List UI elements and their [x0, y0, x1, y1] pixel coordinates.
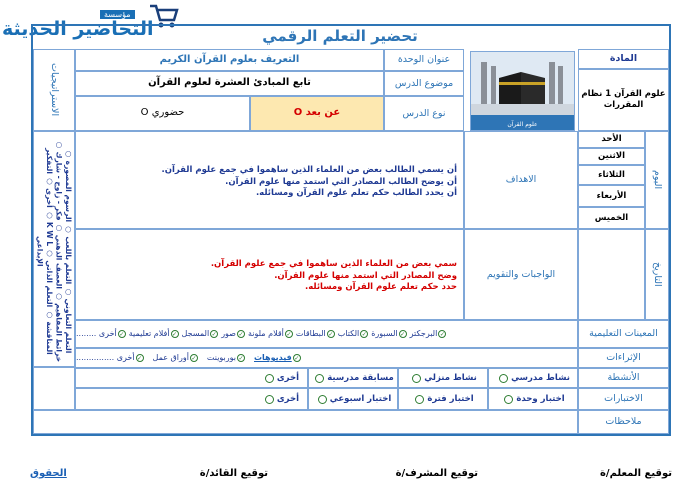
goal-item: أن يحدد الطالب حكم تعلم علوم القرآن ومسائله. — [255, 188, 457, 199]
check-icon: ✓ — [294, 354, 300, 362]
radio-icon — [315, 374, 324, 383]
goals-label: الاهداف — [464, 131, 578, 229]
check-icon: ✓ — [211, 330, 217, 338]
material-projector[interactable]: ✓البرجكتر — [409, 329, 445, 338]
day-label: اليوم — [645, 131, 669, 229]
material-other[interactable]: ✓أخرى ........ — [76, 329, 125, 338]
check-icon: ✓ — [238, 354, 244, 362]
image-caption: علوم القرآن — [507, 121, 538, 128]
activities-label: الأنشطة — [578, 368, 669, 388]
radio-icon — [504, 395, 513, 404]
subject-label: المادة — [578, 49, 669, 69]
unit-label: عنوان الوحدة — [384, 49, 464, 71]
goal-item: أن يوضح الطالب المصادر التي استمد منها علوم القرآن. — [225, 176, 457, 187]
check-icon: ✓ — [400, 330, 406, 338]
material-book[interactable]: ✓الكتاب — [337, 329, 367, 338]
homework-item: سمي بعض من العلماء الذين ساهموا في جمع علوم القرآن. — [210, 259, 457, 269]
inperson-label: حضوري — [151, 107, 185, 119]
day-wednesday: الأربعاء — [578, 185, 645, 207]
activity-other[interactable]: أخرى — [75, 368, 308, 388]
remote-label: عن بعد — [305, 107, 341, 119]
day-monday: الاثنين — [578, 148, 645, 165]
subject-value: علوم القرآن 1 نظام المقررات — [578, 69, 669, 131]
inperson-option[interactable]: حضوري O — [75, 96, 250, 131]
activity-contest[interactable]: مسابقة مدرسية — [308, 368, 398, 388]
radio-icon — [265, 395, 274, 404]
materials-options — [75, 320, 578, 348]
day-tuesday: الثلاثاء — [578, 165, 645, 185]
day-thursday: الخميس — [578, 207, 645, 229]
check-icon: ✓ — [172, 330, 178, 338]
check-icon: ✓ — [439, 330, 445, 338]
remote-option[interactable]: عن بعد O — [250, 96, 384, 131]
unit-value: التعريف بعلوم القرآن الكريم — [75, 49, 384, 71]
material-images[interactable]: ✓صور — [221, 329, 244, 338]
day-sunday: الأحد — [578, 131, 645, 148]
check-icon: ✓ — [361, 330, 367, 338]
enrich-label: الإثراءات — [578, 348, 669, 368]
test-weekly[interactable]: اختبار اسبوعي — [308, 388, 398, 410]
notes-field[interactable] — [33, 410, 578, 434]
enrich-videos[interactable]: ✓فيديوهات — [254, 353, 300, 362]
kaaba-icon — [471, 52, 574, 130]
material-pens[interactable]: ✓أقلام ملونة — [247, 329, 292, 338]
enrich-other[interactable]: ✓أخرى ............... — [76, 353, 143, 362]
check-icon: ✓ — [119, 330, 125, 338]
check-icon: ✓ — [286, 330, 292, 338]
left-blank-cell — [33, 367, 75, 410]
goal-item: أن يسمي الطالب بعض من العلماء الذين ساهموا في جمع علوم القرآن. — [161, 165, 457, 175]
material-board[interactable]: ✓السبورة — [371, 329, 406, 338]
material-cards[interactable]: ✓البطاقات — [295, 329, 334, 338]
supervisor-signature: توقيع المشرف/ة — [395, 468, 478, 479]
logo-text: التحاضير الحديثة — [2, 18, 154, 40]
check-icon: ✓ — [238, 330, 244, 338]
notes-label: ملاحظات — [578, 410, 669, 434]
activity-home[interactable]: نشاط منزلي — [398, 368, 488, 388]
date-value — [578, 229, 645, 320]
check-icon: ✓ — [191, 354, 197, 362]
kaaba-image — [470, 51, 575, 131]
radio-icon — [499, 374, 508, 383]
test-period[interactable]: اختبار فترة — [398, 388, 488, 410]
leader-signature: توقيع القائد/ة — [199, 468, 268, 479]
homework-item: حدد حكم تعلم علوم القرآن ومسائله. — [305, 282, 457, 293]
test-unit[interactable]: اختبار وحدة — [488, 388, 578, 410]
radio-icon — [265, 374, 274, 383]
radio-icon — [412, 374, 421, 383]
teacher-signature: توقيع المعلم/ة — [600, 468, 672, 479]
enrich-worksheets[interactable]: ✓أوراق عمل — [152, 353, 197, 362]
goals-list — [75, 131, 464, 229]
page-title: تحضير التعلم الرقمي — [262, 27, 418, 45]
strategies-list: التعلم التعاوني ○ التعلم باللعب ○ الرسوم المصورة ○ خرائط المفاهيم ○ العصف الذهني ○ فكر - زاوج - شارك ○ المناقشة ○ التعلم الذاتي ○ K W L ○ أخرى ○ التفكير الإبداعي — [33, 131, 75, 367]
radio-icon — [415, 395, 424, 404]
materials-label: المعينات التعليمية — [578, 320, 669, 348]
logo-small-text: مؤسسة — [100, 10, 135, 19]
date-label: التاريخ — [645, 229, 669, 320]
lesson-type-label: نوع الدرس — [384, 96, 464, 131]
homework-label: الواجبات والتقويم — [464, 229, 578, 320]
material-films[interactable]: ✓أفلام تعليمية — [128, 329, 178, 338]
enrich-options — [75, 348, 578, 368]
check-icon: ✓ — [328, 330, 334, 338]
test-other[interactable]: أخرى — [75, 388, 308, 410]
strategies-label: الاستراتيجيات — [33, 49, 75, 131]
radio-icon — [318, 395, 327, 404]
enrich-powerpoint[interactable]: ✓بوربوينت — [206, 353, 244, 362]
activity-school[interactable]: نشاط مدرسي — [488, 368, 578, 388]
material-recorder[interactable]: ✓المسجل — [181, 329, 217, 338]
check-icon: ✓ — [137, 354, 143, 362]
homework-list — [75, 229, 464, 320]
lesson-value: تابع المبادئ العشرة لعلوم القرآن — [75, 71, 384, 96]
homework-item: وضح المصادر التي استمد منها علوم القرآن. — [274, 270, 457, 281]
tests-label: الاختبارات — [578, 388, 669, 410]
lesson-label: موضوع الدرس — [384, 71, 464, 96]
rights-link[interactable]: الحقوق — [30, 468, 67, 479]
